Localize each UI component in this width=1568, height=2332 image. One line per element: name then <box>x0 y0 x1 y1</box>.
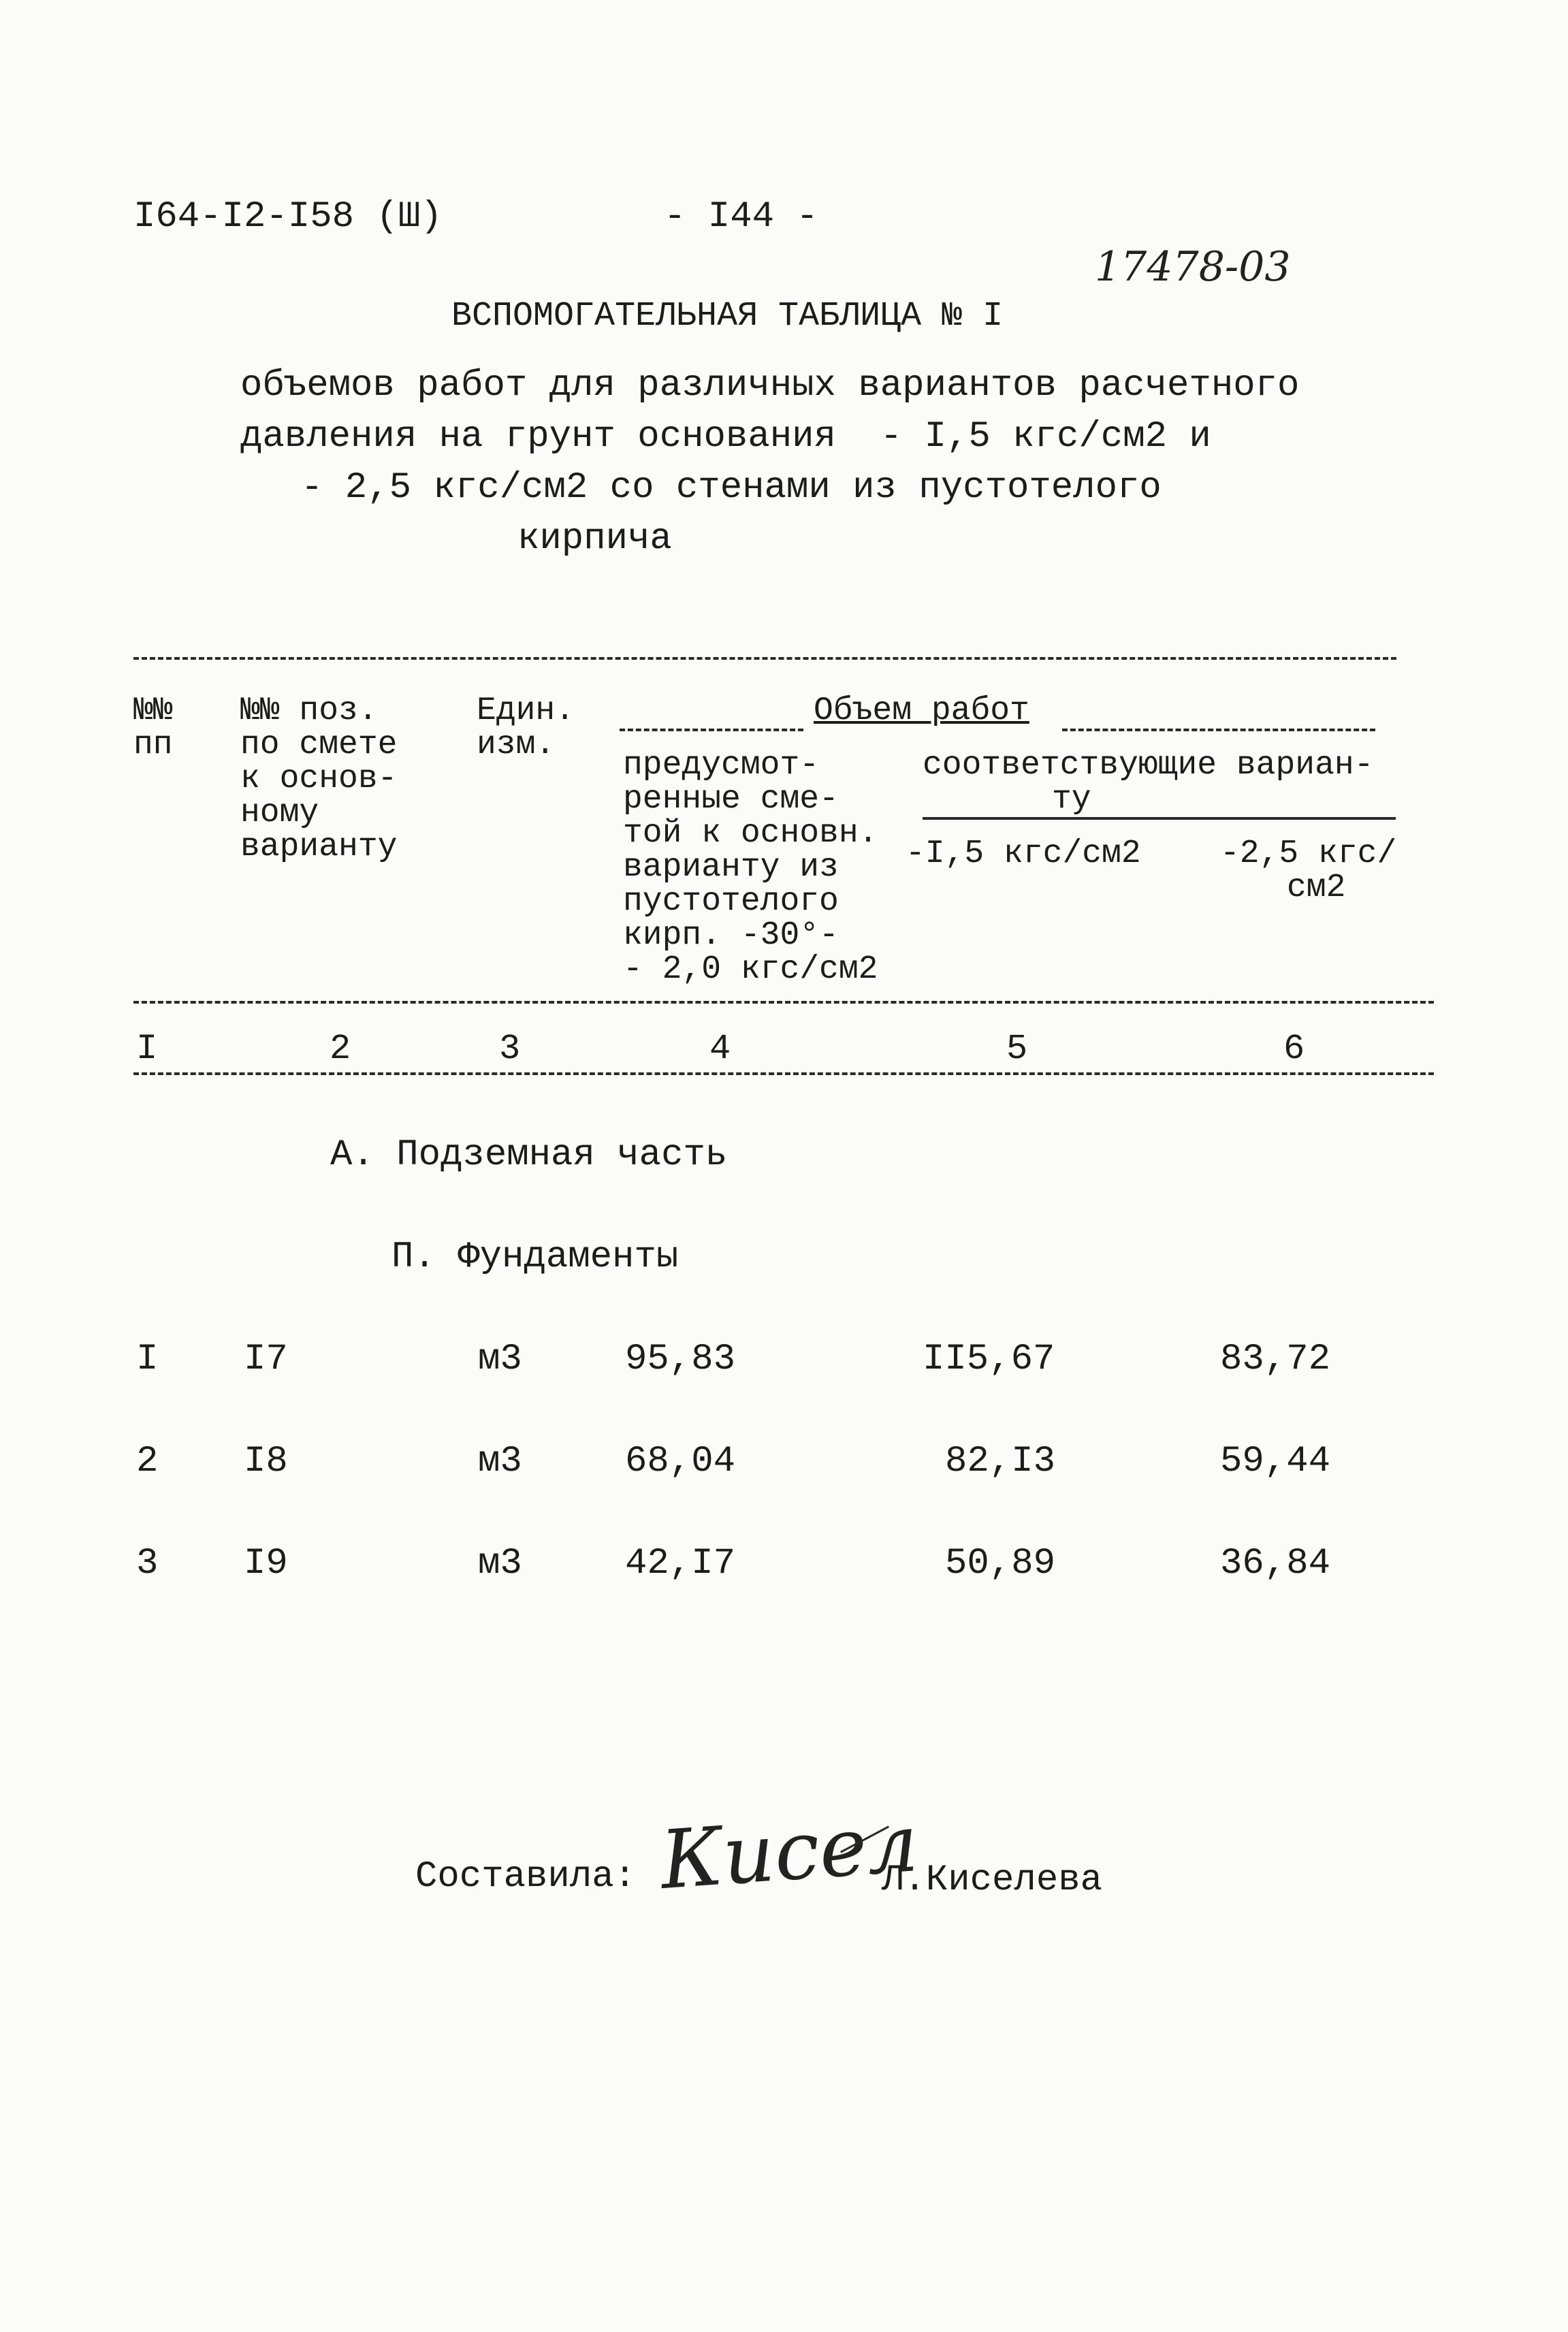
row-3-position: I9 <box>244 1543 288 1584</box>
row-1-volume-2-5: 83,72 <box>1220 1339 1331 1380</box>
column-number-2: 2 <box>330 1029 351 1069</box>
header-c4-line-2: ренные сме- <box>623 781 839 818</box>
header-c4-line-6: кирп. -30°- <box>623 917 839 954</box>
header-c6-line-1: -2,5 кгс/ <box>1220 835 1397 872</box>
header-c56-line-2: ту <box>1052 781 1091 818</box>
header-c4-line-4: варианту из <box>623 849 839 886</box>
header-c56-line-1: соответствующие вариан- <box>923 747 1374 784</box>
column-number-6: 6 <box>1283 1029 1305 1069</box>
row-2-base-volume: 68,04 <box>625 1441 736 1482</box>
column-number-3: 3 <box>499 1029 521 1069</box>
signatory-name: Л.Киселева <box>882 1859 1103 1901</box>
header-c2-line-4: ному <box>240 795 319 831</box>
handwritten-number: 17478-03 <box>1095 243 1291 291</box>
subtitle-line-4: кирпича <box>517 518 672 560</box>
row-1-position: I7 <box>244 1339 288 1380</box>
column-number-4: 4 <box>709 1029 731 1069</box>
row-2-number: 2 <box>136 1441 159 1482</box>
header-c2-line-3: к основ- <box>240 761 398 797</box>
row-3-unit: м3 <box>478 1543 522 1584</box>
row-2-volume-2-5: 59,44 <box>1220 1441 1331 1482</box>
row-1-number: I <box>136 1339 159 1380</box>
column-number-5: 5 <box>1006 1029 1028 1069</box>
header-c4-line-5: пустотелого <box>623 883 839 920</box>
handwritten-signature: Кисел <box>657 1795 921 1908</box>
row-2-volume-1-5: 82,I3 <box>945 1441 1056 1482</box>
table-header-bottom-rule <box>133 1001 1434 1004</box>
header-c3-line-2: изм. <box>477 726 556 763</box>
row-3-volume-2-5: 36,84 <box>1220 1543 1331 1584</box>
header-c6-line-2: см2 <box>1287 869 1346 906</box>
row-1-unit: м3 <box>478 1339 522 1380</box>
row-1-volume-1-5: II5,67 <box>923 1339 1055 1380</box>
row-2-unit: м3 <box>478 1441 522 1482</box>
subtitle-line-2: давления на грунт основания - I,5 кгс/см2 и <box>240 416 1211 458</box>
subtitle-line-1: объемов работ для различных вариантов расчетного <box>240 365 1300 406</box>
row-3-base-volume: 42,I7 <box>625 1543 736 1584</box>
header-c56-underline <box>923 817 1396 820</box>
row-3-number: 3 <box>136 1543 159 1584</box>
section-heading: А. Подземная часть <box>330 1134 728 1176</box>
header-c2-line-2: по смете <box>240 726 398 763</box>
header-c5: -I,5 кгс/см2 <box>906 835 1141 872</box>
group-header-volume: Объем работ <box>814 692 1029 729</box>
header-c1-line-1: №№ <box>133 692 173 729</box>
header-c4-line-1: предусмот- <box>623 747 820 784</box>
document-code: I64-I2-I58 (Ш) <box>133 196 443 238</box>
header-c1-line-2: пп <box>133 726 173 763</box>
group-header-rule-left <box>620 729 803 731</box>
signature-label: Составила: <box>415 1856 637 1898</box>
subsection-heading: П. Фундаменты <box>391 1236 679 1278</box>
column-numbers-rule <box>133 1072 1434 1075</box>
header-c4-line-7: - 2,0 кгс/см2 <box>623 951 878 988</box>
header-c4-line-3: той к основн. <box>623 815 878 852</box>
page-number: - I44 - <box>664 196 818 238</box>
subtitle-line-3: - 2,5 кгс/см2 со стенами из пустотелого <box>301 467 1162 509</box>
header-c3-line-1: Един. <box>477 692 575 729</box>
row-1-base-volume: 95,83 <box>625 1339 736 1380</box>
column-number-1: I <box>136 1029 158 1069</box>
header-c2-line-5: варианту <box>240 829 398 865</box>
table-top-rule <box>133 657 1396 660</box>
row-3-volume-1-5: 50,89 <box>945 1543 1056 1584</box>
header-c2-line-1: №№ поз. <box>240 692 378 729</box>
row-2-position: I8 <box>244 1441 288 1482</box>
group-header-rule-right <box>1062 729 1375 731</box>
table-title: ВСПОМОГАТЕЛЬНАЯ ТАБЛИЦА № I <box>451 297 1004 336</box>
